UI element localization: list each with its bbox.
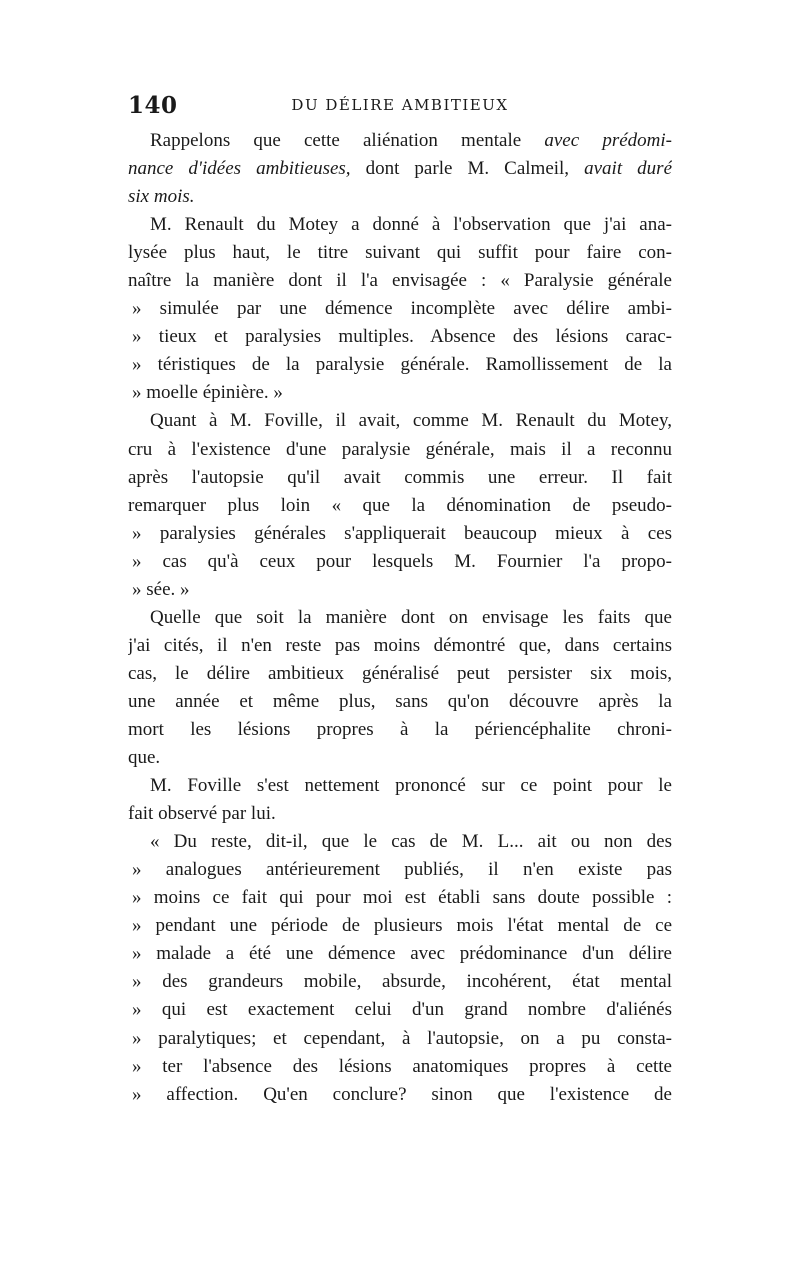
page-number: 140: [128, 92, 178, 119]
text-line: » des grandeurs mobile, absurde, incohérent, état mental: [132, 971, 672, 993]
text-line: » cas qu'à ceux pour lesquels M. Fournier l'a propo-: [132, 550, 672, 572]
text-line: » malade a été une démence avec prédominance d'un délire: [132, 943, 672, 965]
text-line: » paralytiques; et cependant, à l'autopsie, on a pu consta-: [132, 1027, 672, 1049]
text-line: » téristiques de la paralysie générale. Ramollissement de la: [132, 354, 672, 376]
text-line: Quelle que soit la manière dont on envisage les faits que: [150, 606, 672, 628]
text-line: M. Renault du Motey a donné à l'observation que j'ai ana-: [150, 214, 672, 236]
text-line: » affection. Qu'en conclure? sinon que l'existence de: [132, 1083, 672, 1105]
text-line: cas, le délire ambitieux généralisé peut persister six mois,: [128, 662, 672, 684]
running-title: DU DÉLIRE AMBITIEUX: [291, 96, 509, 114]
text-line: mort les lésions propres à la périencéphalite chroni-: [128, 718, 672, 740]
text-line: naître la manière dont il l'a envisagée : « Paralysie générale: [128, 270, 672, 292]
text-line-segment: Rappelons que cette aliénation mentale: [150, 130, 545, 151]
text-line: fait observé par lui.: [128, 803, 276, 825]
text-line: [128, 155, 672, 183]
text-line: après l'autopsie qu'il avait commis une erreur. Il fait: [128, 466, 672, 488]
italic-phrase: nance d'idées ambitieuses,: [128, 158, 351, 180]
text-line: » simulée par une démence incomplète avec délire ambi-: [132, 298, 672, 320]
text-line: » qui est exactement celui d'un grand nombre d'aliénés: [132, 999, 672, 1021]
text-line: » moelle épinière. »: [132, 382, 283, 404]
text-line: « Du reste, dit-il, que le cas de M. L... ait ou non des: [150, 831, 672, 853]
text-line: M. Foville s'est nettement prononcé sur ce point pour le: [150, 775, 672, 797]
text-line: remarquer plus loin « que la dénomination de pseudo-: [128, 494, 672, 516]
text-line: » pendant une période de plusieurs mois l'état mental de ce: [132, 915, 672, 937]
text-line: [128, 127, 672, 155]
text-line: » ter l'absence des lésions anatomiques propres à cette: [132, 1055, 672, 1077]
text-line: » moins ce fait qui pour moi est établi sans doute possible :: [132, 887, 672, 909]
text-line: une année et même plus, sans qu'on découvre après la: [128, 690, 672, 712]
page-header: [0, 92, 800, 122]
body-text: [128, 127, 672, 1109]
italic-phrase: avec prédomi-: [544, 130, 672, 151]
text-line: cru à l'existence d'une paralysie générale, mais il a reconnu: [128, 438, 672, 460]
italic-phrase: avait duré: [584, 158, 672, 180]
text-line: » tieux et paralysies multiples. Absence des lésions carac-: [132, 326, 672, 348]
text-line: lysée plus haut, le titre suivant qui suffit pour faire con-: [128, 242, 672, 264]
text-line: » sée. »: [132, 578, 190, 600]
text-line: j'ai cités, il n'en reste pas moins démontré que, dans certains: [128, 634, 672, 656]
text-line: » analogues antérieurement publiés, il n'en existe pas: [132, 859, 672, 881]
text-line-segment: dont parle M. Calmeil,: [350, 158, 585, 180]
text-line: six mois.: [128, 186, 195, 208]
text-line: que.: [128, 747, 161, 769]
text-line: Quant à M. Foville, il avait, comme M. Renault du Motey,: [150, 410, 672, 432]
text-line: » paralysies générales s'appliquerait beaucoup mieux à ces: [132, 522, 672, 544]
